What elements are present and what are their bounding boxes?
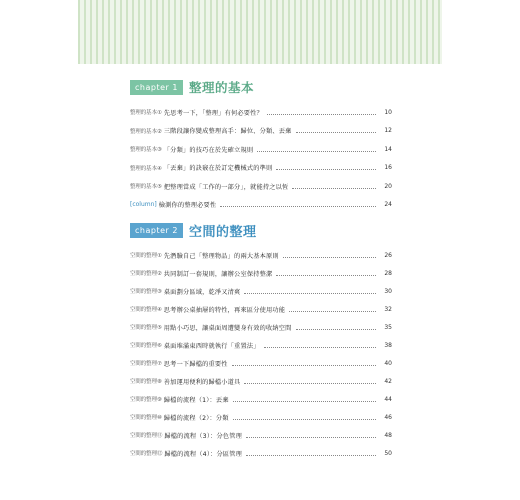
toc-entry-page: 10 [384, 108, 392, 116]
toc-entry-page: 38 [384, 341, 392, 349]
toc-entry-prefix: 空間的整理⑤ [130, 325, 162, 331]
toc-entry-page: 46 [384, 413, 392, 421]
toc-entry-prefix: 整理的基本④ [130, 165, 162, 172]
toc-entry-title: 把整理當成「工作的一部分」，就能持之以恆 [163, 183, 289, 191]
toc-entry-title: 桌面劃分區域，乾淨又清爽 [163, 288, 241, 296]
toc-leader-dots [233, 419, 376, 420]
toc-entry-page: 50 [384, 449, 392, 457]
toc-entry-page: 12 [384, 127, 392, 135]
chapter-1-entries [130, 103, 392, 214]
toc-entry-prefix: 整理的基本③ [130, 147, 162, 154]
toc-entry[interactable] [130, 354, 392, 372]
toc-entry-prefix: 空間的整理⑦ [130, 361, 162, 367]
toc-leader-dots [292, 188, 376, 189]
toc-leader-dots [267, 114, 376, 115]
toc-leader-dots [276, 275, 376, 276]
chapter-2-title: 空間的整理 [188, 224, 257, 240]
toc-entry-page: 24 [384, 201, 392, 209]
toc-leader-dots [233, 401, 376, 402]
toc-entry[interactable] [130, 264, 392, 282]
toc-entry-title: 善加運用便利的歸檔小道具 [163, 378, 241, 386]
toc-entry-prefix: 整理的基本② [130, 128, 162, 135]
chapter-2-tag: chapter 2 [130, 223, 183, 238]
toc-entry[interactable] [130, 177, 392, 196]
chapter-1-tag: chapter 1 [130, 80, 183, 95]
toc-entry-title: 思考辦公桌抽屜的特性，再來區分使用功能 [163, 306, 286, 314]
toc-entry-page: 42 [384, 377, 392, 385]
toc-leader-dots [296, 329, 376, 330]
toc-entry-title: 檢測你的整理必要性 [158, 202, 217, 210]
toc-entry[interactable] [130, 408, 392, 426]
toc-entry-prefix: 空間的整理⑩ [130, 415, 162, 421]
toc-entry-title: 「分類」的技巧在於先確立規則 [163, 146, 254, 154]
toc-entry[interactable] [130, 122, 392, 141]
toc-entry-page: 48 [384, 431, 392, 439]
toc-entry-page: 35 [384, 323, 392, 331]
toc-entry-prefix: 空間的整理⑧ [130, 379, 162, 385]
toc-entry-title: 先潛驗自己「整理物品」的兩大基本原則 [163, 252, 279, 260]
toc-entry-page: 16 [384, 164, 392, 172]
toc-entry-prefix: [column] [130, 201, 157, 209]
toc-entry[interactable] [130, 372, 392, 390]
toc-leader-dots [220, 206, 376, 207]
toc-leader-dots [276, 169, 376, 170]
toc-entry-title: 先思考一下，「整理」有何必要性？ [163, 109, 263, 117]
toc-entry-title: 用點小巧思，讓桌面周遭變身有效的收納空間 [163, 324, 292, 332]
toc-entry[interactable] [130, 103, 392, 122]
toc-leader-dots [289, 311, 376, 312]
toc-leader-dots [244, 293, 376, 294]
toc-entry[interactable] [130, 140, 392, 159]
toc-entry-prefix: 整理的基本① [130, 110, 162, 117]
toc-entry-title: 歸檔的流程（3）：分色管理 [164, 432, 243, 440]
toc-entry-page: 28 [384, 269, 392, 277]
toc-entry-page: 26 [384, 251, 392, 259]
toc-leader-dots [283, 257, 376, 258]
toc-leader-dots [232, 365, 376, 366]
toc-entry-page: 20 [384, 182, 392, 190]
toc-entry-title: 共同制訂一套規則，讓辦公室保持整潔 [163, 270, 273, 278]
toc-entry[interactable] [130, 336, 392, 354]
toc-entry-prefix: 空間的整理② [130, 271, 162, 277]
toc-leader-dots [296, 132, 376, 133]
chapter-2-heading [130, 218, 392, 242]
toc-entry-page: 30 [384, 287, 392, 295]
toc-entry-title: 三階段讓你變成整理高手：歸位、分類、丟棄 [163, 128, 292, 136]
toc-entry-page: 40 [384, 359, 392, 367]
toc-entry[interactable] [130, 196, 392, 215]
toc-leader-dots [264, 347, 376, 348]
chapter-2-section [130, 218, 392, 462]
toc-entry[interactable] [130, 444, 392, 462]
toc-entry-title: 「丟棄」的訣竅在於訂定機械式的準則 [163, 165, 273, 173]
chapter-1-heading [130, 77, 392, 97]
toc-entry-prefix: 空間的整理⑨ [130, 397, 162, 403]
toc-entry-title: 歸檔的流程（2）：分類 [163, 414, 229, 422]
toc-entry-page: 14 [384, 145, 392, 153]
toc-entry-prefix: 整理的基本⑤ [130, 184, 162, 191]
toc-entry-page: 44 [384, 395, 392, 403]
toc-entry[interactable] [130, 246, 392, 264]
toc-entry-prefix: 空間的整理⑪ [130, 433, 163, 439]
chapter-1-section [130, 77, 392, 214]
toc-entry[interactable] [130, 159, 392, 178]
toc-entry-prefix: 空間的整理④ [130, 307, 162, 313]
toc-entry[interactable] [130, 300, 392, 318]
toc-entry-title: 桌面堆滿東西時就執行「重置法」 [163, 342, 260, 350]
toc-leader-dots [246, 437, 376, 438]
toc-entry-page: 32 [384, 305, 392, 313]
toc-entry-prefix: 空間的整理③ [130, 289, 162, 295]
toc-leader-dots [244, 383, 376, 384]
header-stripe-decoration [78, 0, 442, 64]
toc-entry-title: 歸檔的流程（4）：分區管理 [164, 450, 243, 458]
chapter-1-title: 整理的基本 [188, 80, 254, 95]
toc-entry[interactable] [130, 390, 392, 408]
toc-entry-title: 思考一下歸檔的重要性 [163, 360, 228, 368]
toc-entry-prefix: 空間的整理⑥ [130, 343, 162, 349]
toc-leader-dots [246, 455, 376, 456]
toc-entry-prefix: 空間的整理① [130, 253, 162, 259]
toc-entry-prefix: 空間的整理⑫ [130, 451, 163, 457]
toc-entry[interactable] [130, 318, 392, 336]
toc-entry[interactable] [130, 282, 392, 300]
toc-entry-title: 歸檔的流程（1）：丟棄 [163, 396, 229, 404]
toc-leader-dots [257, 151, 376, 152]
toc-entry[interactable] [130, 426, 392, 444]
chapter-2-entries [130, 246, 392, 462]
